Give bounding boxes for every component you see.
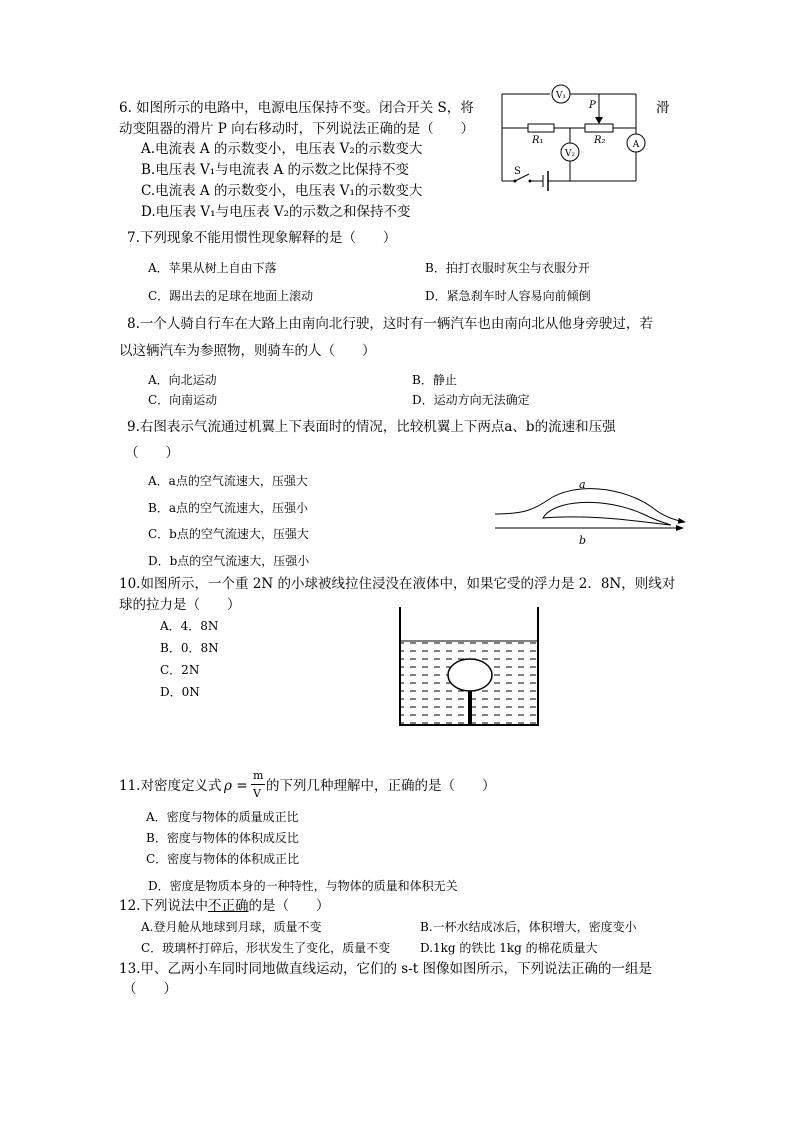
q12-stem [119,897,329,915]
v1-label: V₁ [555,91,567,101]
q11-option-c: C．密度与物体的体积成正比 [146,852,300,866]
v2-label: V₂ [564,149,576,159]
q10-option-b: B．0．8N [160,641,219,655]
q11-formula-numerator: m [253,769,264,782]
q7-stem: 7.下列现象不能用惯性现象解释的是（ ） [127,230,397,246]
q6-stem-line1: 6. 如图所示的电路中，电源电压保持不变。闭合开关 S，将 [119,100,474,116]
q9-option-c: C．b点的空气流速大，压强大 [148,527,309,541]
q7-option-d: D．紧急刹车时人容易向前倾倒 [425,289,591,303]
q12-option-b: B.一杯水结成冰后，体积增大，密度变小 [420,920,637,934]
q10-option-d: D．0N [160,685,200,699]
p-label: P [589,100,596,111]
q6-option-c: C.电流表 A 的示数变小，电压表 V₁的示数变大 [141,183,423,199]
q6-option-d: D.电压表 V₁与电压表 V₂的示数之和保持不变 [141,204,411,220]
q7-option-a: A．苹果从树上自由下落 [148,261,277,275]
q10-stem-line1: 10.如图所示，一个重 2N 的小球被线拉住浸没在液体中，如果它受的浮力是 2．8N，则线对 [119,576,676,592]
q11-option-a: A．密度与物体的质量成正比 [146,810,299,824]
q9-stem-line2: （ ） [125,445,179,461]
q13-stem-line2: （ ） [123,981,177,997]
q11-option-b: B．密度与物体的体积成反比 [146,831,299,845]
q12-option-c: C．玻璃杯打碎后，形状发生了变化，质量不变 [141,941,391,955]
q12-stem-pre: 12.下列说法中 [119,898,208,914]
q6-stem-line2: 动变阻器的滑片 P 向右移动时，下列说法正确的是（ ） [119,121,475,137]
q11-stem-suffix: 的下列几种理解中，正确的是（ ） [266,778,496,794]
q6-option-b: B.电压表 V₁与电流表 A 的示数之比保持不变 [141,162,409,178]
q6-option-a: A.电流表 A 的示数变小，电压表 V₂的示数变大 [141,141,423,157]
rheostat-r2-icon [585,124,613,132]
q9-option-d: D．b点的空气流速大，压强小 [148,554,310,568]
q6-stem-right: 滑 [656,100,670,116]
q8-option-b: B．静止 [412,373,457,387]
q10-stem-line2: 球的拉力是（ ） [119,597,241,613]
ball-shape [448,659,492,691]
q9-airfoil-diagram [493,478,688,548]
q7-option-c: C．踢出去的足球在地面上滚动 [148,289,314,303]
q11-option-d: D．密度是物质本身的一种特性，与物体的质量和体积无关 [148,879,458,893]
q11-formula-lhs: ρ = [224,778,248,794]
slider-arrow-icon [595,117,603,124]
q13-stem-line1: 13.甲、乙两小车同时同地做直线运动，它们的 s-t 图像如图所示，下列说法正确的一组是 [119,961,652,977]
ammeter-label: A [632,140,640,150]
thread-shape [468,691,472,725]
q10-container-diagram [396,607,542,727]
r2-label: R₂ [594,135,606,146]
q8-stem-line1: 8.一个人骑自行车在大路上由南向北行驶，这时有一辆汽车也由南向北从他身旁驶过，若 [127,316,653,332]
q8-option-a: A．向北运动 [148,373,217,387]
q6-circuit-diagram [495,80,645,190]
q9-stem-line1: 9.右图表示气流通过机翼上下表面时的情况，比较机翼上下两点a、b的流速和压强 [127,419,616,435]
q12-option-d: D.1kg 的铁比 1kg 的棉花质量大 [420,941,598,955]
q11-stem-prefix: 11.对密度定义式 [119,778,222,794]
q12-stem-post: 的是（ ） [248,898,330,914]
s-label: S [514,166,521,177]
q8-option-d: D．运动方向无法确定 [412,393,530,407]
q7-option-b: B．拍打衣服时灰尘与衣服分开 [425,261,590,275]
q10-option-a: A．4．8N [160,619,219,633]
resistor-r1-icon [528,124,554,132]
q11-fraction-bar [251,784,265,785]
q11-formula-denominator: V [253,787,261,800]
q12-option-a: A.登月舱从地球到月球，质量不变 [141,920,322,934]
point-b-label: b [579,534,587,547]
wing-shape [543,502,671,525]
q12-stem-underlined: 不正确 [207,898,249,914]
q8-option-c: C．向南运动 [148,393,218,407]
q8-stem-line2: 以这辆汽车为参照物，则骑车的人（ ） [119,343,376,359]
q10-option-c: C．2N [160,663,200,677]
q9-option-a: A．a点的空气流速大，压强大 [148,474,308,488]
point-a-label: a [579,478,586,491]
q9-option-b: B．a点的空气流速大，压强小 [148,501,308,515]
r1-label: R₁ [532,135,544,146]
